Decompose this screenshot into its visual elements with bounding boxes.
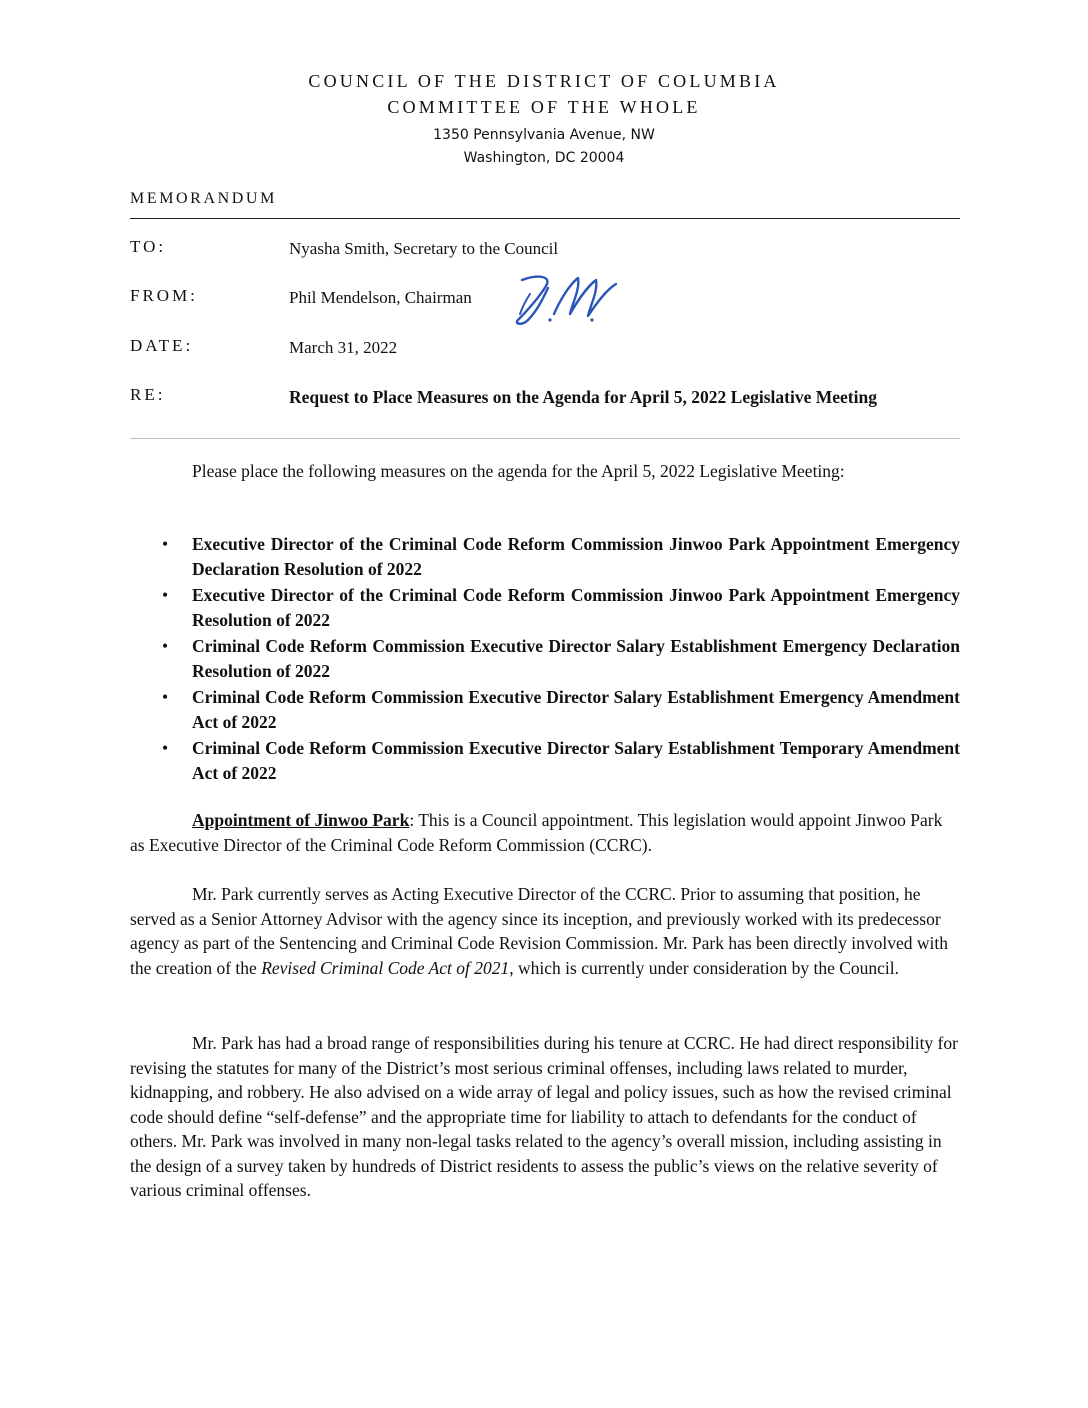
measure-item: • Criminal Code Reform Commission Executive Director Salary Establishment Emergency Amendment Act of 2022 [162, 687, 960, 732]
re-value: Request to Place Measures on the Agenda for April 5, 2022 Legislative Meeting [289, 387, 877, 407]
measure-text: Criminal Code Reform Commission Executive Director Salary Establishment Emergency Declaration Resolution of 2022 [192, 636, 960, 681]
measure-item: • Executive Director of the Criminal Code Reform Commission Jinwoo Park Appointment Emergency Declaration Resolution of 2022 [162, 534, 960, 579]
to-label: TO: [130, 237, 167, 256]
background-paragraph [130, 882, 960, 980]
appointment-text: : This is a Council appointment. This legislation would appoint Jinwoo Park as Executive Director of the Criminal Code Reform Commission (CCRC). [130, 810, 943, 855]
act-title: Revised Criminal Code Act of 2021 [261, 957, 510, 978]
address-city: Washington, DC 20004 [463, 150, 625, 166]
measures-list [130, 532, 960, 787]
date-label: DATE: [130, 336, 194, 355]
header-divider [130, 218, 960, 219]
date-value: March 31, 2022 [289, 338, 398, 357]
letterhead-address [0, 124, 1088, 170]
letterhead-org [0, 68, 1088, 120]
appointment-heading: Appointment of Jinwoo Park [192, 810, 410, 830]
appointment-paragraph [130, 808, 960, 857]
responsibilities-paragraph: Mr. Park has had a broad range of responsibilities during his tenure at CCRC. He had direct responsibility for revising the statutes for many of the District’s most serious criminal offenses, including laws related to murder, kidnapping, and robbery. He also advised on a wide array of legal and policy issues, such as how the revised criminal code should define “self-defense” and the appropriate time for liability to attach to defendants for the conduct of others. Mr. Park was involved in many non-legal tasks related to the agency’s overall mission, including assisting in the design of a survey taken by hundreds of District residents to assess the public’s views on the relative severity of various criminal offenses. [130, 1033, 958, 1200]
measure-text: Criminal Code Reform Commission Executive Director Salary Establishment Emergency Amendment Act of 2022 [192, 687, 960, 732]
intro-paragraph: Please place the following measures on the agenda for the April 5, 2022 Legislative Meeting: [192, 461, 845, 481]
background-text-a: Mr. Park currently serves as Acting Executive Director of the CCRC. Prior to assuming that position, he served as a Senior Attorney Advisor with the agency since its inception, and previously worked with its predecessor agency as part of the Sentencing and Criminal Code Revision Commission. Mr. Park has been directly involved with the creation of the [130, 884, 948, 978]
signature-image [508, 270, 628, 330]
measure-text: Executive Director of the Criminal Code Reform Commission Jinwoo Park Appointment Emergency Declaration Resolution of 2022 [192, 534, 960, 579]
to-value: Nyasha Smith, Secretary to the Council [289, 239, 559, 258]
memo-title: MEMORANDUM [130, 190, 277, 207]
measure-text: Criminal Code Reform Commission Executive Director Salary Establishment Temporary Amendment Act of 2022 [192, 738, 960, 783]
re-label: RE: [130, 385, 166, 404]
committee-name: COMMITTEE OF THE WHOLE [387, 97, 701, 117]
measure-text: Executive Director of the Criminal Code Reform Commission Jinwoo Park Appointment Emergency Resolution of 2022 [192, 585, 960, 630]
background-text-b: , which is currently under consideration by the Council. [509, 957, 900, 978]
measure-item: • Criminal Code Reform Commission Executive Director Salary Establishment Emergency Declaration Resolution of 2022 [162, 636, 960, 681]
address-street: 1350 Pennsylvania Avenue, NW [433, 127, 655, 143]
from-label: FROM: [130, 286, 198, 305]
measure-item: • Executive Director of the Criminal Code Reform Commission Jinwoo Park Appointment Emergency Resolution of 2022 [162, 585, 960, 630]
measure-item: • Criminal Code Reform Commission Executive Director Salary Establishment Temporary Amendment Act of 2022 [162, 738, 960, 783]
org-name: COUNCIL OF THE DISTRICT OF COLUMBIA [308, 71, 780, 91]
from-value: Phil Mendelson, Chairman [289, 288, 472, 307]
memo-header-divider [130, 438, 960, 439]
